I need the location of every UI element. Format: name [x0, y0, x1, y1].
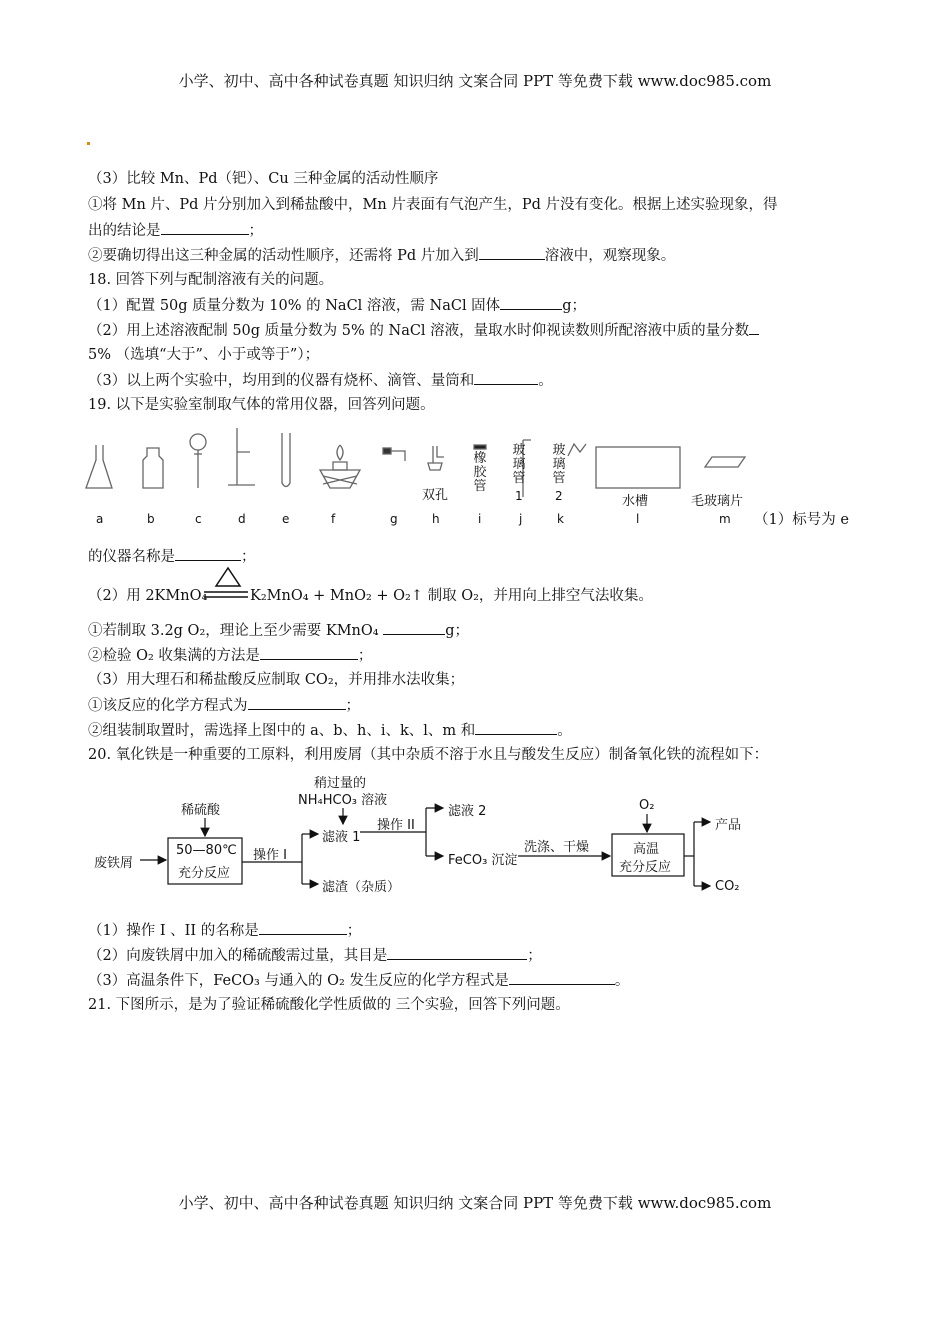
q20-title: 20. 氧化铁是一种重要的工原料，利用废屑（其中杂质不溶于水且与酸发生反应）制备氧化铁的流程如下： — [88, 747, 769, 763]
page-header: 小学、初中、高中各种试卷真题 知识归纳 文案合同 PPT 等免费下载 www.doc985.com — [178, 72, 772, 90]
q20-p1: （1）操作 I 、II 的名称是 ； — [88, 920, 361, 941]
answer-blank[interactable] — [509, 970, 615, 985]
q20-p3: （3）高温条件下，FeCO₃ 与通入的 O₂ 发生反应的化学方程式是 。 — [88, 970, 629, 991]
flow-reagent-l1: 稍过量的 — [314, 776, 367, 791]
q18-p2b: 5% （选填“大于”、小于或等于”）； — [88, 347, 320, 363]
q19-p2-1: ①若制取 3.2g O₂，理论上至少需要 KMnO₄ g； — [88, 620, 469, 641]
q18-p2a: （2）用上述溶液配制 50g 质量分数为 5% 的 NaCl 溶液，量取水时仰视读数则所配溶液中质的量分数 — [88, 320, 759, 341]
flow-filtrate1: 滤液 1 — [322, 830, 361, 845]
q17-p3-1b: 出的结论是 ； — [88, 220, 263, 241]
apparatus-letter: m — [719, 512, 731, 526]
flow-reagent-l2: NH₄HCO₃ 溶液 — [298, 793, 388, 808]
flow-residue: 滤渣（杂质） — [322, 880, 401, 895]
apparatus-letter: f — [331, 512, 336, 526]
flow-co2: CO₂ — [715, 879, 740, 894]
q19-p3: （3）用大理石和稀盐酸反应制取 CO₂，并用排水法收集； — [88, 672, 465, 688]
apparatus-letter: h — [432, 512, 440, 526]
label-j-num: 1 — [515, 489, 523, 503]
q19-p2b: K₂MnO₄ + MnO₂ + O₂↑ 制取 O₂，并用向上排空气法收集。 — [250, 588, 653, 604]
q19-p2a: （2）用 2KMnO₄ — [88, 588, 208, 604]
apparatus-letter: l — [636, 512, 640, 526]
q17-p3-title: （3）比较 Mn、Pd（钯）、Cu 三种金属的活动性顺序 — [88, 171, 439, 187]
q19-p2-2: ②检验 O₂ 收集满的方法是 ； — [88, 645, 372, 666]
apparatus-letter: c — [195, 512, 202, 526]
q18-title: 18. 回答下列与配制溶液有关的问题。 — [88, 272, 334, 288]
q17-p3-1a: ①将 Mn 片、Pd 片分别加入到稀盐酸中，Mn 片表面有气泡产生，Pd 片没有变化。根据上述实验现象，得 — [88, 197, 778, 213]
q19-p3-2: ②组装制取置时，需选择上图中的 a、b、h、i、k、l、m 和 。 — [88, 720, 572, 741]
flow-filtrate2: 滤液 2 — [448, 804, 487, 819]
q19-p1b: 的仪器名称是 ； — [88, 546, 256, 567]
flow-scrap: 废铁屑 — [94, 856, 134, 871]
apparatus-letter: k — [557, 512, 564, 526]
apparatus-letter: e — [282, 512, 290, 526]
q18-p1: （1）配置 50g 质量分数为 10% 的 NaCl 溶液，需 NaCl 固体 g； — [88, 295, 586, 316]
label-k-num: 2 — [555, 489, 563, 503]
label-i: 橡胶管 — [473, 451, 487, 494]
label-l: 水槽 — [622, 494, 649, 509]
answer-blank[interactable] — [259, 920, 347, 935]
flow-product: 产品 — [715, 818, 742, 833]
page-footer: 小学、初中、高中各种试卷真题 知识归纳 文案合同 PPT 等免费下载 www.doc985.com — [178, 1194, 772, 1212]
flow-box2-l1: 高温 — [633, 842, 660, 857]
q19-p3-1: ①该反应的化学方程式为 ； — [88, 695, 360, 716]
apparatus-letter: g — [390, 512, 398, 526]
q19-p1a: （1）标号为 e — [754, 512, 849, 528]
flow-o2: O₂ — [639, 798, 655, 813]
flow-box2-l2: 充分反应 — [619, 860, 672, 875]
apparatus-letter: a — [96, 512, 104, 526]
flow-acid: 稀硫酸 — [181, 803, 221, 818]
apparatus-letter: i — [478, 512, 482, 526]
label-m: 毛玻璃片 — [691, 494, 744, 509]
flow-wash: 洗涤、干燥 — [524, 840, 590, 855]
answer-blank[interactable] — [387, 945, 527, 960]
q20-p2: （2）向废铁屑中加入的稀硫酸需过量，其目是 ； — [88, 945, 542, 966]
flow-op2: 操作 II — [377, 818, 415, 833]
flow-op1: 操作 I — [253, 848, 287, 863]
apparatus-letter: d — [238, 512, 246, 526]
apparatus-letter: j — [519, 512, 523, 526]
flow-box1-l1: 50—80℃ — [176, 843, 237, 858]
apparatus-letter: b — [147, 512, 155, 526]
flow-box1-l2: 充分反应 — [178, 866, 231, 881]
q18-p3: （3）以上两个实验中，均用到的仪器有烧杯、滴管、量筒和 。 — [88, 370, 553, 391]
label-j: 玻璃管 — [512, 443, 526, 486]
label-h: 双孔 — [422, 488, 449, 503]
q19-title: 19. 以下是实验室制取气体的常用仪器，回答列问题。 — [88, 397, 435, 413]
q21-title: 21. 下图所示，是为了验证稀硫酸化学性质做的 三个实验，回答下列问题。 — [88, 997, 570, 1013]
flow-precip: FeCO₃ 沉淀 — [448, 853, 518, 868]
label-k: 玻璃管 — [552, 443, 566, 486]
q17-p3-2: ②要确切得出这三种金属的活动性顺序，还需将 Pd 片加入到 溶液中，观察现象。 — [88, 245, 675, 266]
